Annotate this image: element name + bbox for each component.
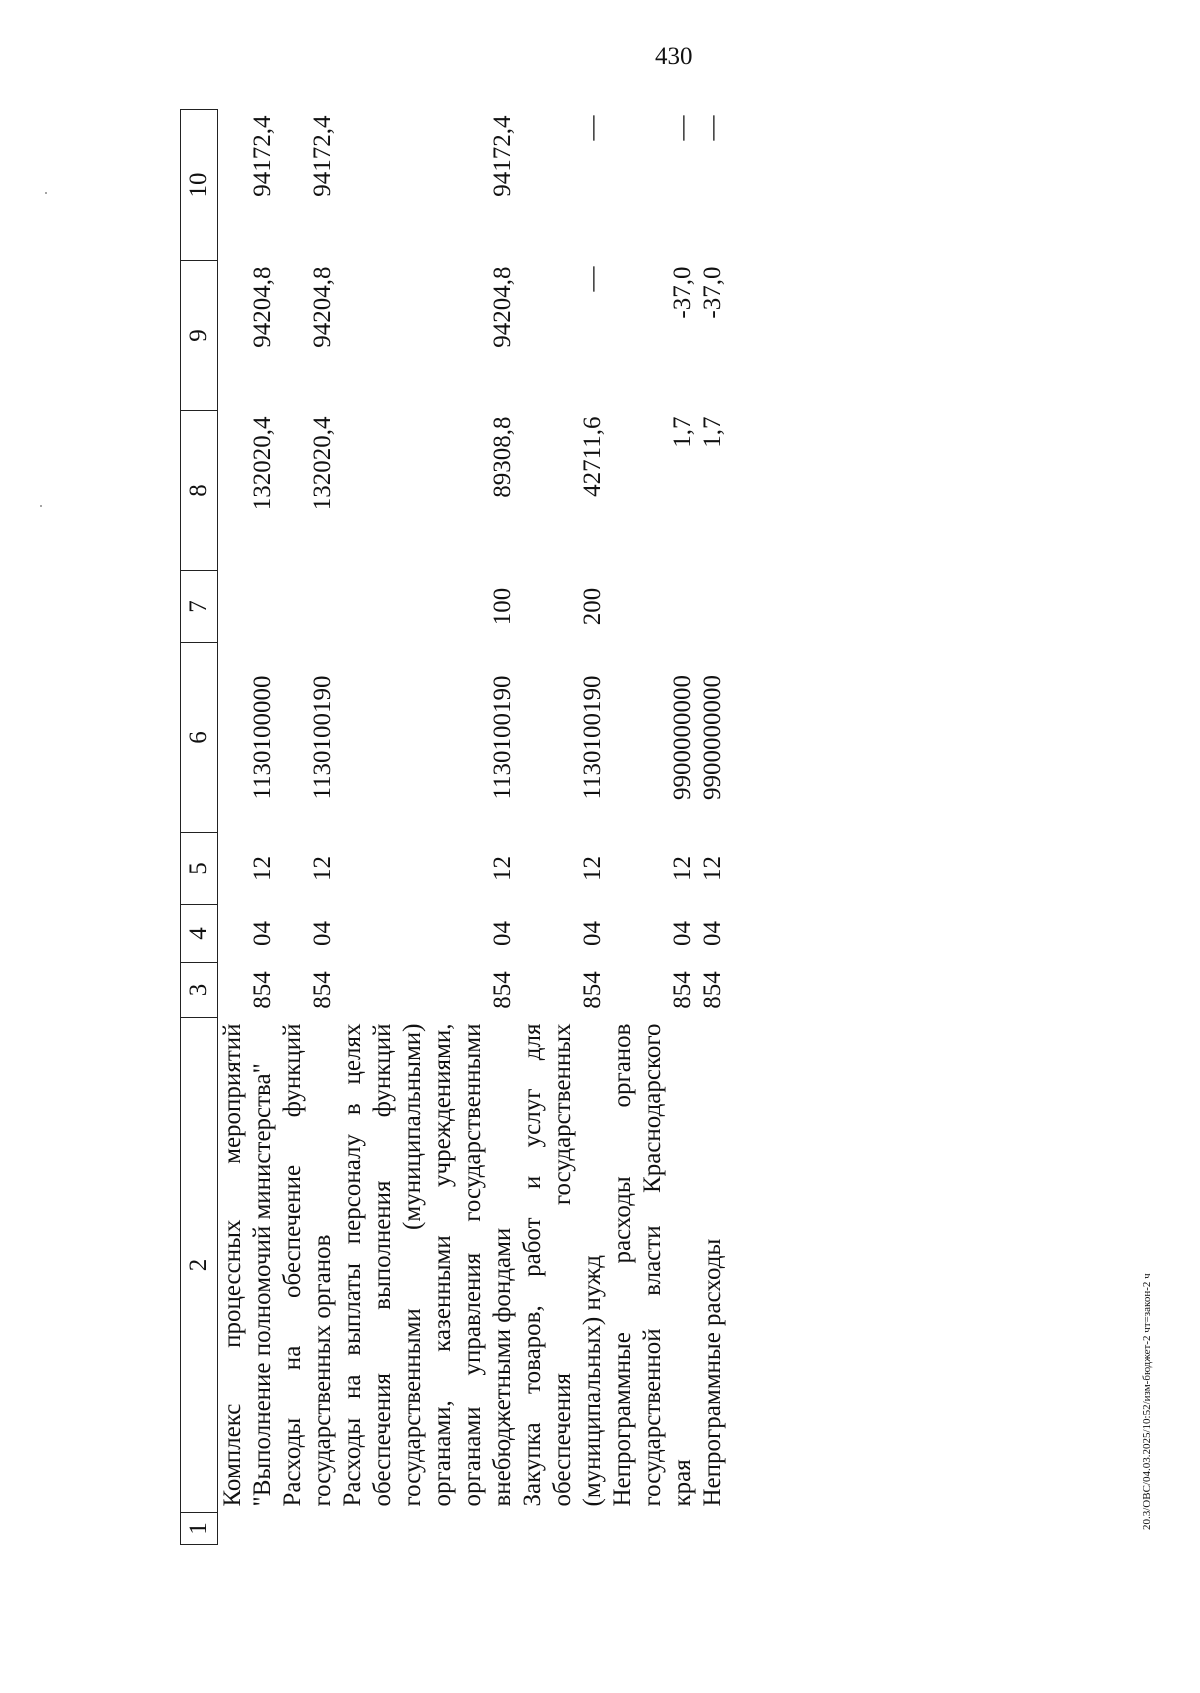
header-cell: 2 (181, 1018, 218, 1513)
amount-col8: 89308,8 (489, 416, 516, 498)
amount-col8: 1,7 (669, 416, 696, 448)
section-code: 04 (669, 921, 696, 946)
amount-col10: — (579, 115, 606, 141)
expense-type-code (218, 571, 279, 643)
expense-type-code (608, 571, 698, 643)
budget-table (180, 109, 728, 1545)
scan-speck (45, 192, 47, 194)
subsection-code: 12 (699, 856, 726, 881)
subsection-code: 12 (669, 856, 696, 881)
rotated-table-wrapper (180, 110, 1030, 1545)
amount-col10: 94172,4 (249, 115, 276, 197)
subsection-code: 12 (309, 856, 336, 881)
header-cell: 3 (181, 963, 218, 1018)
header-cell: 10 (181, 110, 218, 261)
amount-col10: 94172,4 (309, 115, 336, 197)
document-footer-code: 20.3/OBC/04.03.2025/10:52/изм-бюджет-2 чт=закон-2 ч (1141, 1273, 1153, 1530)
expense-type-code (278, 571, 338, 643)
row-number-cell (518, 1513, 608, 1545)
target-article-code: 1130100190 (579, 675, 606, 800)
row-number-cell (338, 1513, 518, 1545)
amount-col8: 132020,4 (309, 416, 336, 511)
expense-description: Непрограммные расходы органов государственной власти Краснодарского края (609, 1023, 696, 1507)
target-article-code: 1130100000 (249, 675, 276, 800)
expense-description: Комплекс процессных мероприятий "Выполнение полномочий министерства" (219, 1023, 276, 1507)
department-code: 854 (579, 971, 606, 1009)
amount-col8: 42711,6 (579, 416, 606, 497)
section-code: 04 (249, 921, 276, 946)
table-header-row (181, 110, 218, 1545)
subsection-code: 12 (489, 856, 516, 881)
row-number-cell (608, 1513, 698, 1545)
expense-description: Расходы на обеспечение функций государственных органов (279, 1023, 336, 1507)
department-code: 854 (489, 971, 516, 1009)
target-article-code: 9900000000 (669, 675, 696, 800)
target-article-code: 1130100190 (489, 675, 516, 800)
amount-col9: 94204,8 (249, 266, 276, 348)
expense-type-code: 200 (579, 587, 606, 626)
header-cell: 7 (181, 571, 218, 643)
table-row (698, 110, 728, 1545)
table-row (608, 110, 698, 1545)
subsection-code: 12 (579, 856, 606, 881)
section-code: 04 (309, 921, 336, 946)
scan-speck (40, 505, 42, 507)
amount-col8: 132020,4 (249, 416, 276, 511)
amount-col9: 94204,8 (309, 266, 336, 348)
amount-col10: — (699, 115, 726, 141)
section-code: 04 (699, 921, 726, 946)
amount-col9: — (579, 266, 606, 292)
amount-col9: 94204,8 (489, 266, 516, 348)
table-row (218, 110, 279, 1545)
table-row (278, 110, 338, 1545)
row-number-cell (698, 1513, 728, 1545)
amount-col9: -37,0 (669, 266, 696, 319)
expense-description: Расходы на выплаты персоналу в целях обеспечения выполнения функций государственными (муниципальными) органами, казенными учреждениями, органами управления государственными внебюджетными фондами (339, 1023, 516, 1507)
row-number-cell (218, 1513, 279, 1545)
department-code: 854 (699, 971, 726, 1009)
page-number: 430 (655, 43, 693, 70)
table-row (518, 110, 608, 1545)
header-cell: 6 (181, 643, 218, 833)
header-cell: 9 (181, 261, 218, 411)
amount-col8: 1,7 (699, 416, 726, 448)
target-article-code: 9900000000 (699, 675, 726, 800)
amount-col10: — (669, 115, 696, 141)
header-cell: 4 (181, 905, 218, 963)
table-row (338, 110, 518, 1545)
subsection-code: 12 (249, 856, 276, 881)
amount-col9: -37,0 (699, 266, 726, 319)
expense-type-code: 100 (489, 587, 516, 626)
target-article-code: 1130100190 (309, 675, 336, 800)
header-cell: 1 (181, 1513, 218, 1545)
section-code: 04 (489, 921, 516, 946)
department-code: 854 (249, 971, 276, 1009)
section-code: 04 (579, 921, 606, 946)
amount-col10: 94172,4 (489, 115, 516, 197)
header-cell: 8 (181, 411, 218, 571)
expense-type-code (698, 571, 728, 643)
expense-description: Закупка товаров, работ и услуг для обеспечения государственных (муниципальных) нужд (519, 1023, 606, 1507)
row-number-cell (278, 1513, 338, 1545)
expense-description: Непрограммные расходы (699, 1238, 726, 1507)
header-cell: 5 (181, 833, 218, 905)
department-code: 854 (669, 971, 696, 1009)
department-code: 854 (309, 971, 336, 1009)
